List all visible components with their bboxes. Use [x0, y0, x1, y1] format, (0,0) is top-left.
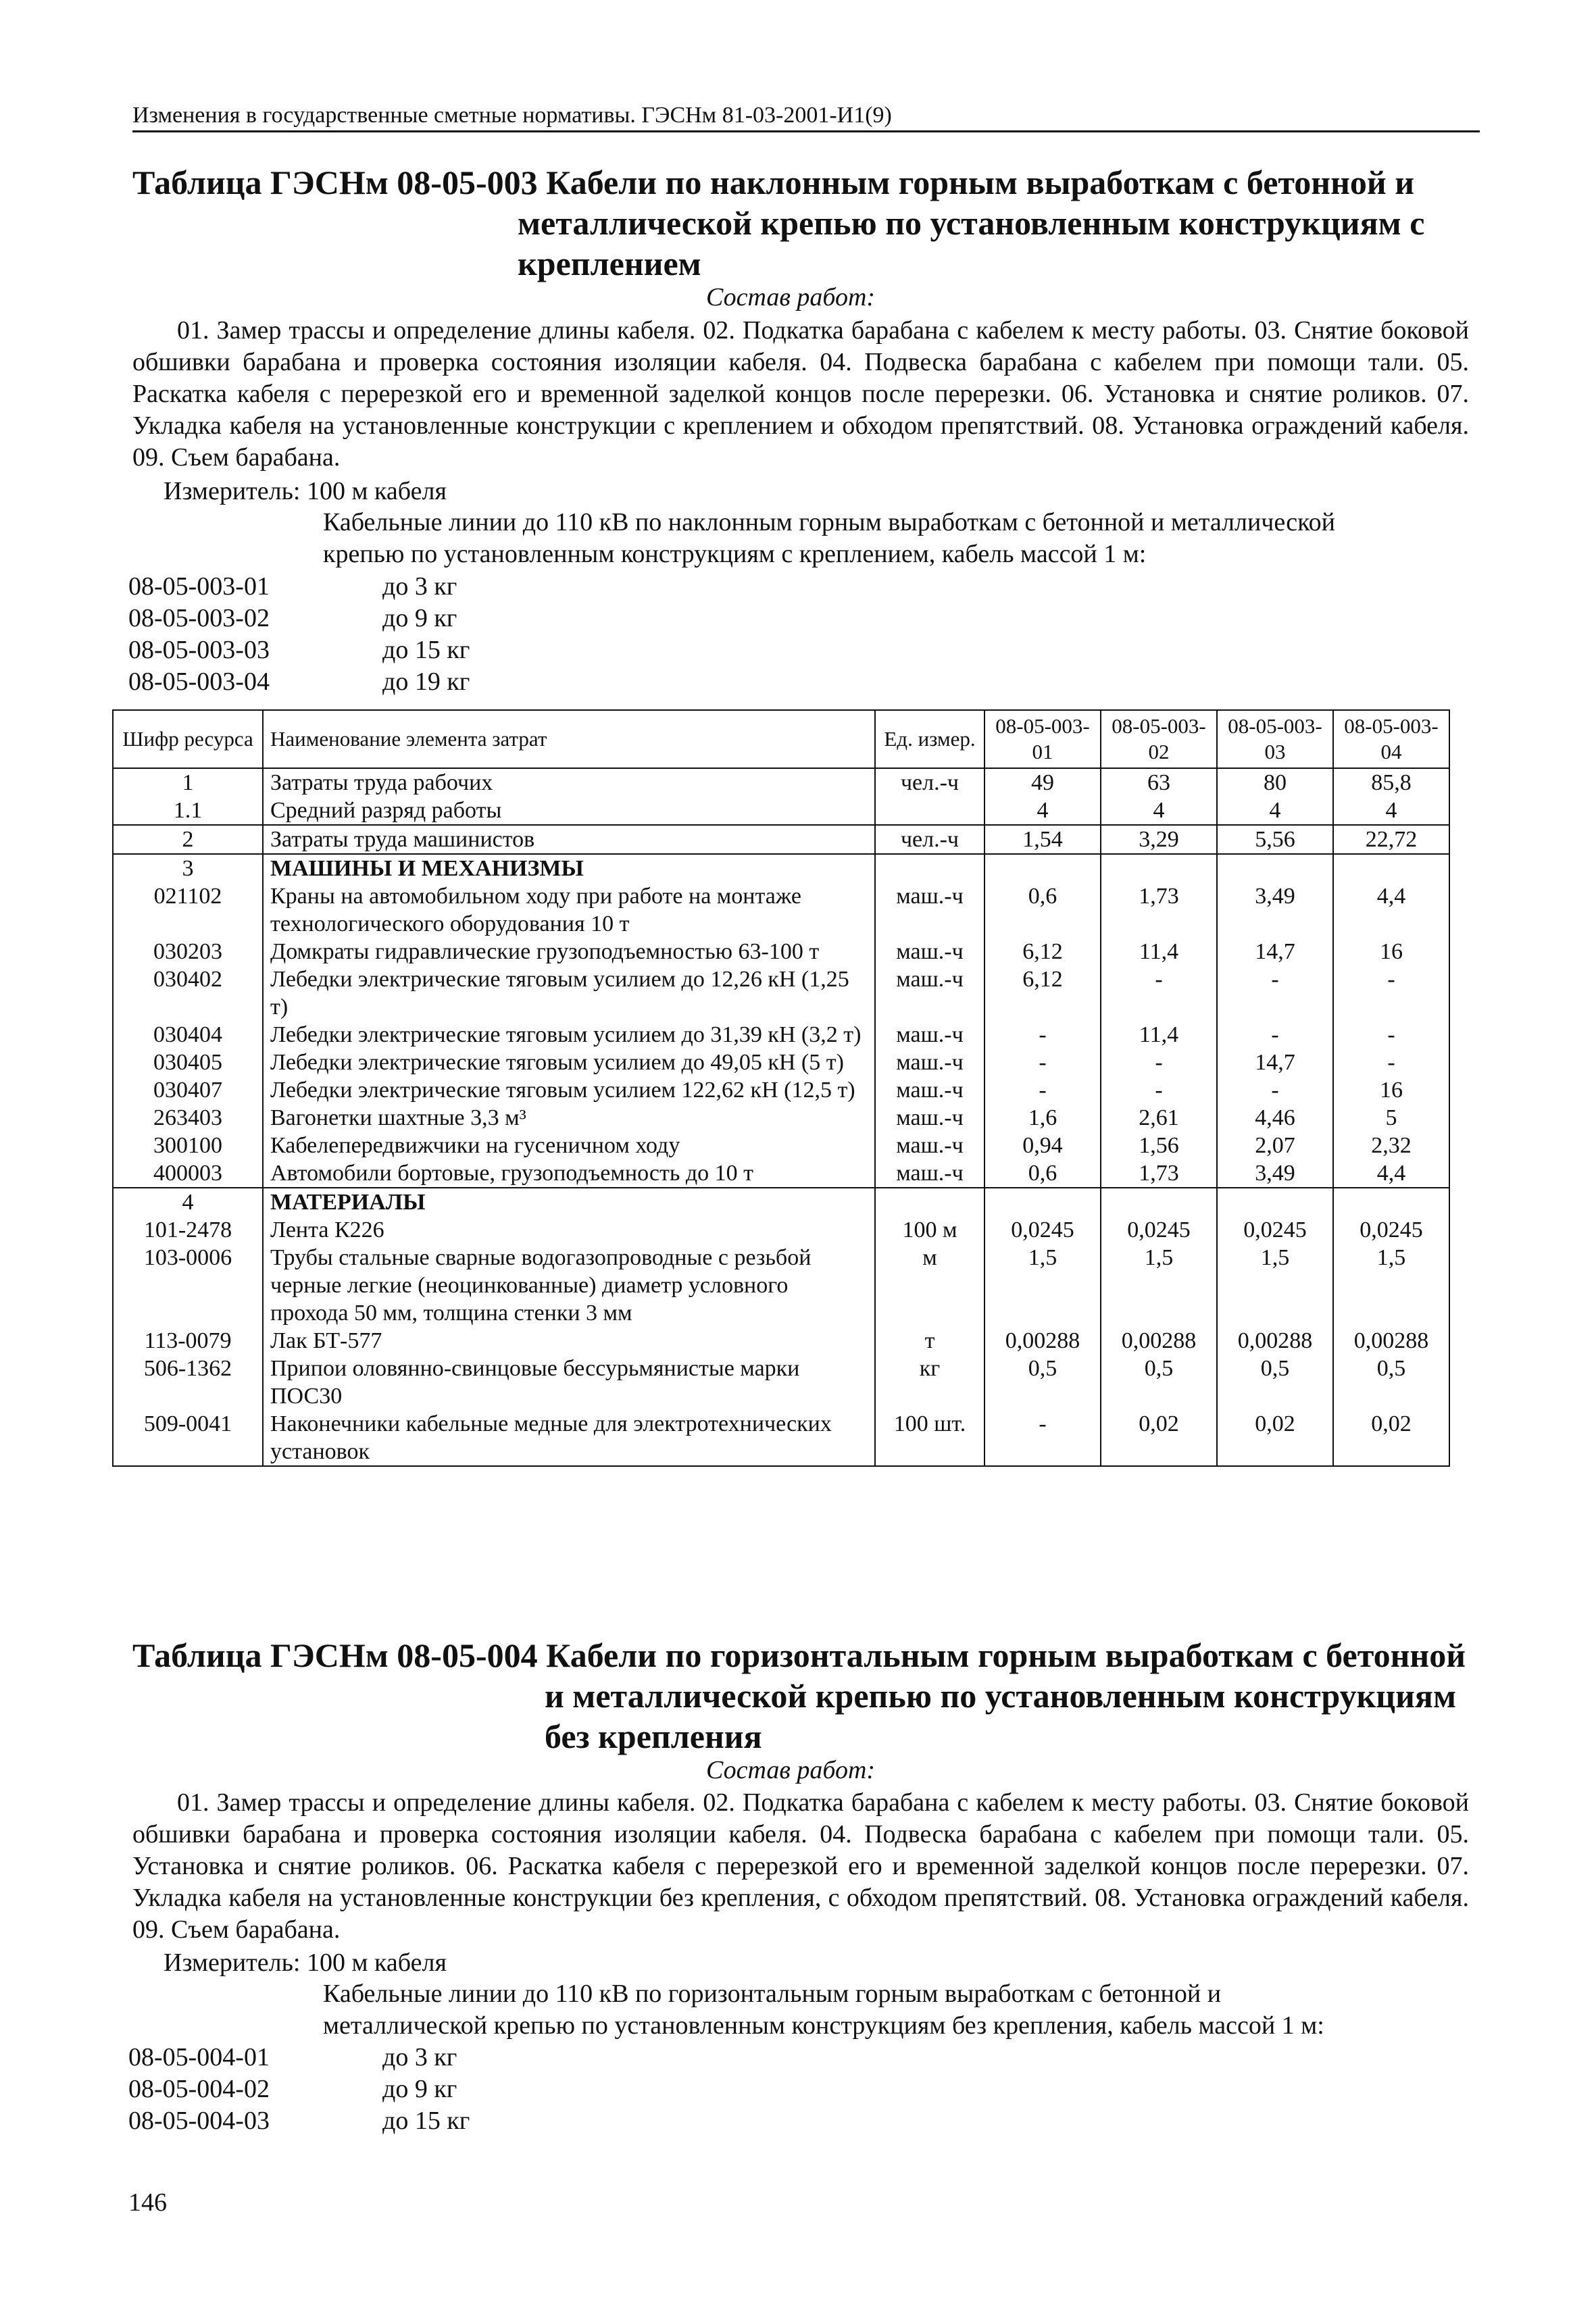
unit-cell: чел.-ч: [875, 768, 984, 797]
value-cell: 11,4: [1101, 938, 1217, 965]
unit-cell: 100 шт.: [875, 1410, 984, 1466]
value-cell: -: [1101, 965, 1217, 1021]
table-header-row: [113, 710, 1449, 768]
table-row: [113, 1327, 1449, 1355]
table1-desc-line2: крепью по установленным конструкциям с креплением, кабель массой 1 м:: [323, 540, 1147, 568]
resource-name: Лента К226: [263, 1216, 875, 1244]
table-row: [113, 1104, 1449, 1132]
value-cell: [984, 1188, 1101, 1216]
code-row: [128, 2073, 470, 2105]
value-cell: 6,12: [984, 938, 1101, 965]
value-cell: 0,00288: [1217, 1327, 1333, 1355]
value-cell: -: [984, 1076, 1101, 1104]
value-cell: 1,5: [1333, 1244, 1449, 1327]
table-row: [113, 1410, 1449, 1466]
value-cell: 85,8: [1333, 768, 1449, 797]
resource-code: 113-0079: [113, 1327, 263, 1355]
resource-name: Затраты труда рабочих: [263, 768, 875, 797]
value-cell: 0,6: [984, 882, 1101, 938]
table2-title-line2: и металлической крепью по установленным конструкциям: [545, 1677, 1456, 1715]
table2-code-list: [128, 2042, 470, 2137]
unit-cell: кг: [875, 1355, 984, 1410]
table-row: [113, 1159, 1449, 1188]
value-cell: 0,0245: [984, 1216, 1101, 1244]
value-cell: 0,0245: [1333, 1216, 1449, 1244]
value-cell: 5: [1333, 1104, 1449, 1132]
unit-cell: маш.-ч: [875, 882, 984, 938]
table-row: [113, 854, 1449, 882]
table-row: [113, 1049, 1449, 1076]
value-cell: 0,02: [1217, 1410, 1333, 1466]
value-cell: 4: [984, 797, 1101, 825]
table-row: [113, 965, 1449, 1021]
resource-name: Средний разряд работы: [263, 797, 875, 825]
unit-cell: маш.-ч: [875, 965, 984, 1021]
table2-title-line1: Таблица ГЭСНм 08-05-004 Кабели по горизонтальным горным выработкам с бетонной: [132, 1636, 1466, 1674]
table1-desc-line1: Кабельные линии до 110 кВ по наклонным горным выработкам с бетонной и металлической: [323, 508, 1335, 536]
table1-work-text: 01. Замер трассы и определение длины кабеля. 02. Подкатка барабана с кабелем к месту работы. 03. Снятие боковой обшивки барабана и проверка состояния изоляции кабеля. 04. Подвеска барабана с кабелем при помощи тали. 05. Раскатка кабеля с перерезкой его и временной заделкой концов после перерезки. 06. Установка и снятие роликов. 07. Укладка кабеля на установленные конструкции с креплением и обходом препятствий. 08. Установка ограждений кабеля. 09. Съем барабана.: [132, 316, 1469, 472]
table2-description: [323, 1978, 1472, 2042]
value-cell: 11,4: [1101, 1021, 1217, 1049]
unit-cell: м: [875, 1244, 984, 1327]
table1-izmeritel: Измеритель: 100 м кабеля: [164, 477, 447, 505]
norm-code: 08-05-003-03: [128, 636, 270, 664]
resource-code: 1.1: [113, 797, 263, 825]
col-header-v3: 08-05-003-03: [1217, 710, 1333, 768]
value-cell: -: [984, 1049, 1101, 1076]
resource-code: 021102: [113, 882, 263, 938]
value-cell: 2,32: [1333, 1132, 1449, 1159]
unit-cell: маш.-ч: [875, 1104, 984, 1132]
value-cell: 0,02: [1333, 1410, 1449, 1466]
value-cell: 3,49: [1217, 882, 1333, 938]
resource-name: МАТЕРИАЛЫ: [263, 1188, 875, 1216]
value-cell: -: [984, 1021, 1101, 1049]
value-cell: 1,54: [984, 825, 1101, 854]
unit-cell: [875, 797, 984, 825]
resource-name: Краны на автомобильном ходу при работе на монтаже технологического оборудования 10 т: [263, 882, 875, 938]
table1-title-line3: креплением: [518, 245, 701, 282]
value-cell: 1,73: [1101, 882, 1217, 938]
resource-cost-table: [112, 709, 1450, 1467]
table1-code-list: [128, 571, 470, 698]
code-row: [128, 634, 470, 666]
value-cell: 16: [1333, 938, 1449, 965]
norm-code: 08-05-004-03: [128, 2107, 270, 2135]
value-cell: -: [1217, 1021, 1333, 1049]
resource-name: Лак БТ-577: [263, 1327, 875, 1355]
value-cell: 2,07: [1217, 1132, 1333, 1159]
table2-work-text: 01. Замер трассы и определение длины кабеля. 02. Подкатка барабана с кабелем к месту работы. 03. Снятие боковой обшивки барабана и проверка состояния изоляции кабеля. 04. Подвеска барабана с кабелем при помощи тали. 05. Установка и снятие роликов. 06. Раскатка кабеля с перерезкой его и временной заделкой концов после перерезки. 07. Укладка кабеля на установленные конструкции без крепления, с обходом препятствий. 08. Установка ограждений кабеля. 09. Съем барабана.: [132, 1788, 1469, 1944]
table2-title-line3: без крепления: [545, 1717, 762, 1755]
value-cell: -: [1217, 1076, 1333, 1104]
resource-code: 4: [113, 1188, 263, 1216]
resource-name: Лебедки электрические тяговым усилием до 49,05 кН (5 т): [263, 1049, 875, 1076]
value-cell: 0,00288: [984, 1327, 1101, 1355]
value-cell: 1,5: [984, 1244, 1101, 1327]
resource-code: 103-0006: [113, 1244, 263, 1327]
resource-name: Вагонетки шахтные 3,3 м³: [263, 1104, 875, 1132]
table-row: [113, 1216, 1449, 1244]
table1-sostav-label: Состав работ:: [706, 283, 876, 311]
cable-weight: до 9 кг: [382, 604, 457, 632]
value-cell: 4,4: [1333, 1159, 1449, 1188]
value-cell: 14,7: [1217, 938, 1333, 965]
unit-cell: маш.-ч: [875, 938, 984, 965]
value-cell: 0,94: [984, 1132, 1101, 1159]
unit-cell: т: [875, 1327, 984, 1355]
table-row: [113, 1076, 1449, 1104]
code-row: [128, 2042, 470, 2073]
value-cell: 4,46: [1217, 1104, 1333, 1132]
value-cell: 6,12: [984, 965, 1101, 1021]
norm-code: 08-05-004-01: [128, 2043, 270, 2071]
value-cell: 3,29: [1101, 825, 1217, 854]
table1-title-line2: металлической крепью по установленным конструкциям с: [518, 204, 1425, 242]
value-cell: 0,00288: [1101, 1327, 1217, 1355]
value-cell: [1333, 1188, 1449, 1216]
code-row: [128, 603, 470, 634]
unit-cell: [875, 854, 984, 882]
norm-code: 08-05-004-02: [128, 2075, 270, 2103]
resource-name: Трубы стальные сварные водогазопроводные с резьбой черные легкие (неоцинкованные) диаметр условного прохода 50 мм, толщина стенки 3 мм: [263, 1244, 875, 1327]
value-cell: -: [1101, 1076, 1217, 1104]
resource-code: 030405: [113, 1049, 263, 1076]
value-cell: 0,5: [1333, 1355, 1449, 1410]
value-cell: 1,6: [984, 1104, 1101, 1132]
col-header-v2: 08-05-003-02: [1101, 710, 1217, 768]
resource-name: Лебедки электрические тяговым усилием до 12,26 кН (1,25 т): [263, 965, 875, 1021]
resource-name: Лебедки электрические тяговым усилием 122,62 кН (12,5 т): [263, 1076, 875, 1104]
value-cell: 0,00288: [1333, 1327, 1449, 1355]
table-row: [113, 825, 1449, 854]
col-header-unit: Ед. измер.: [875, 710, 984, 768]
unit-cell: чел.-ч: [875, 825, 984, 854]
value-cell: 1,73: [1101, 1159, 1217, 1188]
code-row: [128, 666, 470, 698]
value-cell: 0,5: [1217, 1355, 1333, 1410]
value-cell: -: [1217, 965, 1333, 1021]
value-cell: 14,7: [1217, 1049, 1333, 1076]
value-cell: 0,5: [984, 1355, 1101, 1410]
norm-code: 08-05-003-02: [128, 604, 270, 632]
value-cell: 1,5: [1217, 1244, 1333, 1327]
value-cell: 1,5: [1101, 1244, 1217, 1327]
table-row: [113, 768, 1449, 797]
norm-code: 08-05-003-01: [128, 572, 270, 601]
resource-code: 030404: [113, 1021, 263, 1049]
table2-sostav-label: Состав работ:: [706, 1756, 876, 1784]
value-cell: -: [1333, 965, 1449, 1021]
col-header-shifr: Шифр ресурса: [113, 710, 263, 768]
resource-code: 506-1362: [113, 1355, 263, 1410]
value-cell: 0,6: [984, 1159, 1101, 1188]
resource-name: Затраты труда машинистов: [263, 825, 875, 854]
resource-code: 101-2478: [113, 1216, 263, 1244]
cable-weight: до 3 кг: [382, 2043, 457, 2071]
resource-name: Домкраты гидравлические грузоподъемностью 63-100 т: [263, 938, 875, 965]
value-cell: 80: [1217, 768, 1333, 797]
value-cell: 4: [1101, 797, 1217, 825]
resource-name: Автомобили бортовые, грузоподъемность до 10 т: [263, 1159, 875, 1188]
value-cell: 3,49: [1217, 1159, 1333, 1188]
resource-code: 400003: [113, 1159, 263, 1188]
table-row: [113, 1188, 1449, 1216]
table1-title-line1: Таблица ГЭСНм 08-05-003 Кабели по наклонным горным выработкам с бетонной и: [132, 164, 1415, 201]
resource-name: Лебедки электрические тяговым усилием до 31,39 кН (3,2 т): [263, 1021, 875, 1049]
unit-cell: маш.-ч: [875, 1049, 984, 1076]
table1-description: [323, 507, 1472, 570]
col-header-v1: 08-05-003-01: [984, 710, 1101, 768]
resource-code: 3: [113, 854, 263, 882]
unit-cell: [875, 1188, 984, 1216]
value-cell: [1217, 854, 1333, 882]
value-cell: 4: [1333, 797, 1449, 825]
value-cell: [1101, 1188, 1217, 1216]
unit-cell: 100 м: [875, 1216, 984, 1244]
code-row: [128, 2105, 470, 2137]
resource-name: МАШИНЫ И МЕХАНИЗМЫ: [263, 854, 875, 882]
value-cell: 0,5: [1101, 1355, 1217, 1410]
value-cell: 0,0245: [1217, 1216, 1333, 1244]
code-row: [128, 571, 470, 603]
resource-code: 509-0041: [113, 1410, 263, 1466]
value-cell: 0,0245: [1101, 1216, 1217, 1244]
unit-cell: маш.-ч: [875, 1076, 984, 1104]
value-cell: -: [1333, 1049, 1449, 1076]
value-cell: 1,56: [1101, 1132, 1217, 1159]
value-cell: 2,61: [1101, 1104, 1217, 1132]
table2-izmeritel: Измеритель: 100 м кабеля: [164, 1948, 447, 1977]
running-header: Изменения в государственные сметные нормативы. ГЭСНм 81-03-2001-И1(9): [132, 103, 1480, 132]
value-cell: [984, 854, 1101, 882]
table-row: [113, 882, 1449, 938]
unit-cell: маш.-ч: [875, 1021, 984, 1049]
table2-desc-line2: металлической крепью по установленным конструкциям без крепления, кабель массой 1 м:: [323, 2011, 1324, 2040]
resource-code: 030402: [113, 965, 263, 1021]
cable-weight: до 19 кг: [382, 668, 470, 696]
value-cell: 4,4: [1333, 882, 1449, 938]
value-cell: [1333, 854, 1449, 882]
value-cell: -: [1333, 1021, 1449, 1049]
resource-name: Кабелепередвижчики на гусеничном ходу: [263, 1132, 875, 1159]
cable-weight: до 3 кг: [382, 572, 457, 601]
value-cell: 5,56: [1217, 825, 1333, 854]
table-row: [113, 1355, 1449, 1410]
table2-desc-line1: Кабельные линии до 110 кВ по горизонтальным горным выработкам с бетонной и: [323, 1980, 1222, 2008]
resource-code: 263403: [113, 1104, 263, 1132]
value-cell: -: [984, 1410, 1101, 1466]
table-row: [113, 1021, 1449, 1049]
value-cell: 0,02: [1101, 1410, 1217, 1466]
resource-code: 030203: [113, 938, 263, 965]
unit-cell: маш.-ч: [875, 1159, 984, 1188]
table-row: [113, 797, 1449, 825]
value-cell: 22,72: [1333, 825, 1449, 854]
value-cell: 16: [1333, 1076, 1449, 1104]
value-cell: 4: [1217, 797, 1333, 825]
table-row: [113, 938, 1449, 965]
col-header-v4: 08-05-003-04: [1333, 710, 1449, 768]
unit-cell: маш.-ч: [875, 1132, 984, 1159]
table-row: [113, 1244, 1449, 1327]
cable-weight: до 9 кг: [382, 2075, 457, 2103]
resource-code: 1: [113, 768, 263, 797]
value-cell: [1101, 854, 1217, 882]
resource-code: 2: [113, 825, 263, 854]
resource-name: Припои оловянно-свинцовые бессурьмянистые марки ПОС30: [263, 1355, 875, 1410]
value-cell: 49: [984, 768, 1101, 797]
resource-name: Наконечники кабельные медные для электротехнических установок: [263, 1410, 875, 1466]
page-number: 146: [128, 2188, 167, 2217]
value-cell: -: [1101, 1049, 1217, 1076]
cable-weight: до 15 кг: [382, 636, 470, 664]
resource-code: 300100: [113, 1132, 263, 1159]
resource-code: 030407: [113, 1076, 263, 1104]
norm-code: 08-05-003-04: [128, 668, 270, 696]
value-cell: 63: [1101, 768, 1217, 797]
cable-weight: до 15 кг: [382, 2107, 470, 2135]
value-cell: [1217, 1188, 1333, 1216]
table-row: [113, 1132, 1449, 1159]
col-header-name: Наименование элемента затрат: [263, 710, 875, 768]
